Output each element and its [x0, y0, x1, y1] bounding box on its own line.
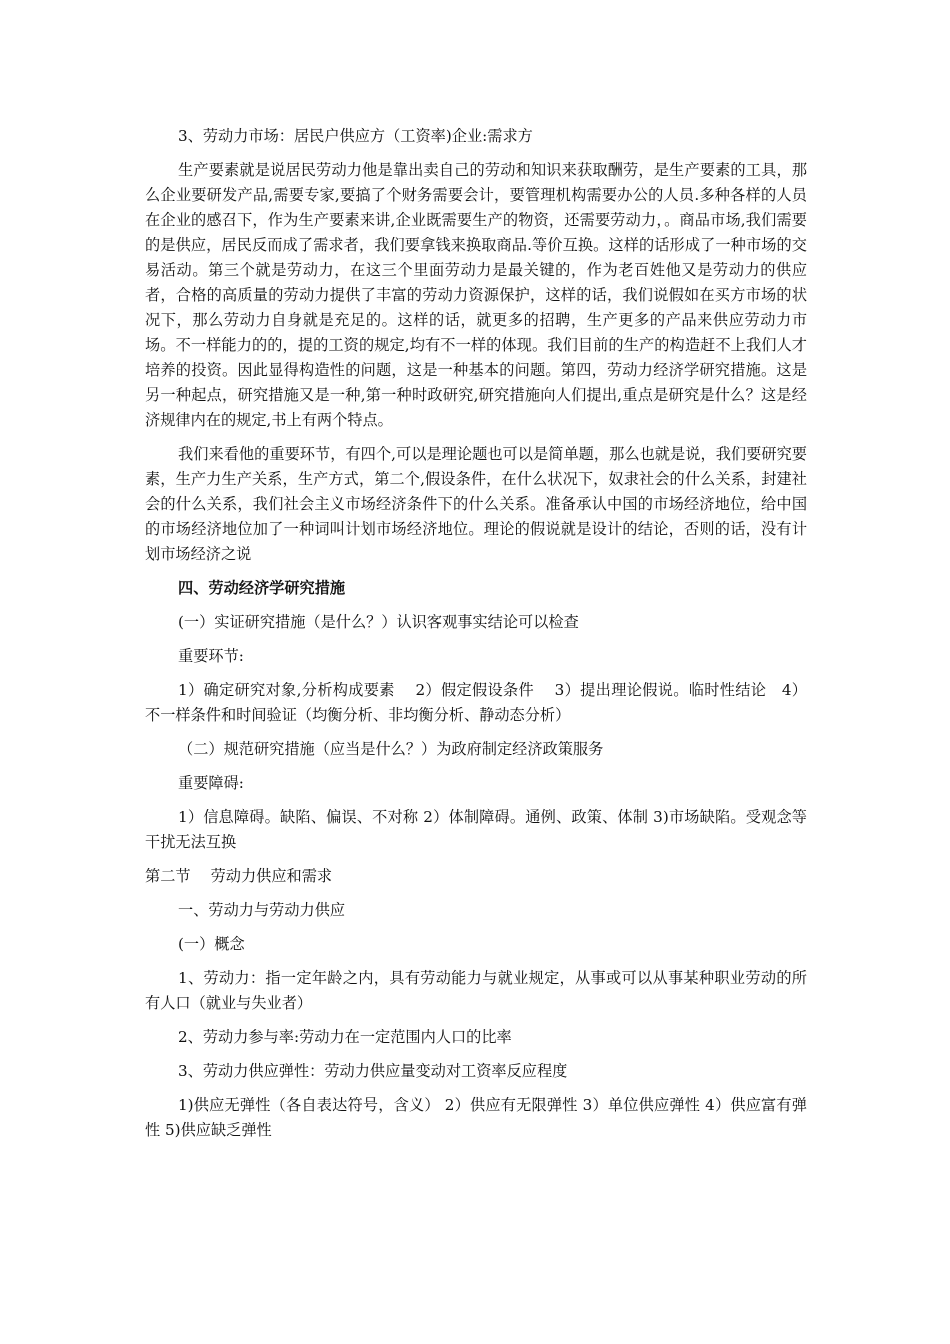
obstacles-list: 1）信息障碍。缺陷、偏误、不对称 2）体制障碍。通例、政策、体制 3)市场缺陷。受观念等干扰无法互换: [145, 808, 807, 851]
section-heading-research-methods: 四、劳动经济学研究措施: [178, 579, 346, 597]
concept-heading: (一）概念: [178, 935, 245, 953]
normative-research-item: （二）规范研究措施（应当是什么？）为政府制定经济政策服务: [178, 740, 604, 758]
supply-elasticity-definition: 3、劳动力供应弹性：劳动力供应量变动对工资率反应程度: [178, 1062, 568, 1080]
participation-rate-definition: 2、劳动力参与率:劳动力在一定范围内人口的比率: [178, 1028, 512, 1046]
section-two-heading: 第二节 劳动力供应和需求: [145, 867, 333, 885]
production-factors-paragraph: 生产要素就是说居民劳动力他是靠出卖自己的劳动和知识来获取酬劳，是生产要素的工具，那么企业要研发产品,需要专家,要搞了个财务需要会计，要管理机构需要办公的人员.多种各样的人员在企业的感召下，作为生产要素来讲,企业既需要生产的物资，还需要劳动力，。商品市场,我们需要的是供应，居民反而成了需求者，我们要拿钱来换取商品.等价互换。这样的话形成了一种市场的交易活动。第三个就是劳动力，在这三个里面劳动力是最关键的，作为老百姓他又是劳动力的供应者，合格的高质量的劳动力提供了丰富的劳动力资源保护，这样的话，我们说假如在买方市场的状况下，那么劳动力自身就是充足的。这样的话，就更多的招聘，生产更多的产品来供应劳动力市场。不一样能力的的，提的工资的规定,均有不一样的体现。我们目前的生产的构造赶不上我们人才培养的投资。因此显得构造性的问题，这是一种基本的问题。第四，劳动力经济学研究措施。这是另一种起点，研究措施又是一种,第一种时政研究,研究措施向人们提出,重点是研究是什么？这是经济规律内在的规定,书上有两个特点。: [145, 161, 807, 429]
research-steps-list: 1）确定研究对象,分析构成要素 2）假定假设条件 3）提出理论假说。临时性结论 4）不一样条件和时间验证（均衡分析、非均衡分析、静动态分析）: [145, 681, 807, 724]
key-obstacles-label: 重要障碍:: [178, 774, 244, 792]
key-links-paragraph: 我们来看他的重要环节，有四个,可以是理论题也可以是简单题，那么也就是说，我们要研究要素，生产力生产关系，生产方式，第二个,假设条件，在什么状况下，奴隶社会的什么关系，封建社会的什么关系，我们社会主义市场经济条件下的什么关系。准备承认中国的市场经济地位，给中国的市场经济地位加了一种词叫计划市场经济地位。理论的假说就是设计的结论，否则的话，没有计划市场经济之说: [145, 445, 807, 563]
elasticity-types-list: 1)供应无弹性（各自表达符号，含义） 2）供应有无限弹性 3）单位供应弹性 4）供应富有弹性 5)供应缺乏弹性: [145, 1096, 807, 1139]
labor-market-item: 3、劳动力市场：居民户供应方（工资率)企业:需求方: [178, 127, 533, 145]
positive-research-item: (一）实证研究措施（是什么？）认识客观事实结论可以检查: [178, 613, 579, 631]
document-body: [145, 124, 807, 1152]
key-links-label: 重要环节:: [178, 647, 244, 665]
labor-definition: 1、劳动力：指一定年龄之内，具有劳动能力与就业规定，从事或可以从事某种职业劳动的所有人口（就业与失业者）: [145, 969, 807, 1012]
labor-supply-heading: 一、劳动力与劳动力供应: [178, 901, 346, 919]
